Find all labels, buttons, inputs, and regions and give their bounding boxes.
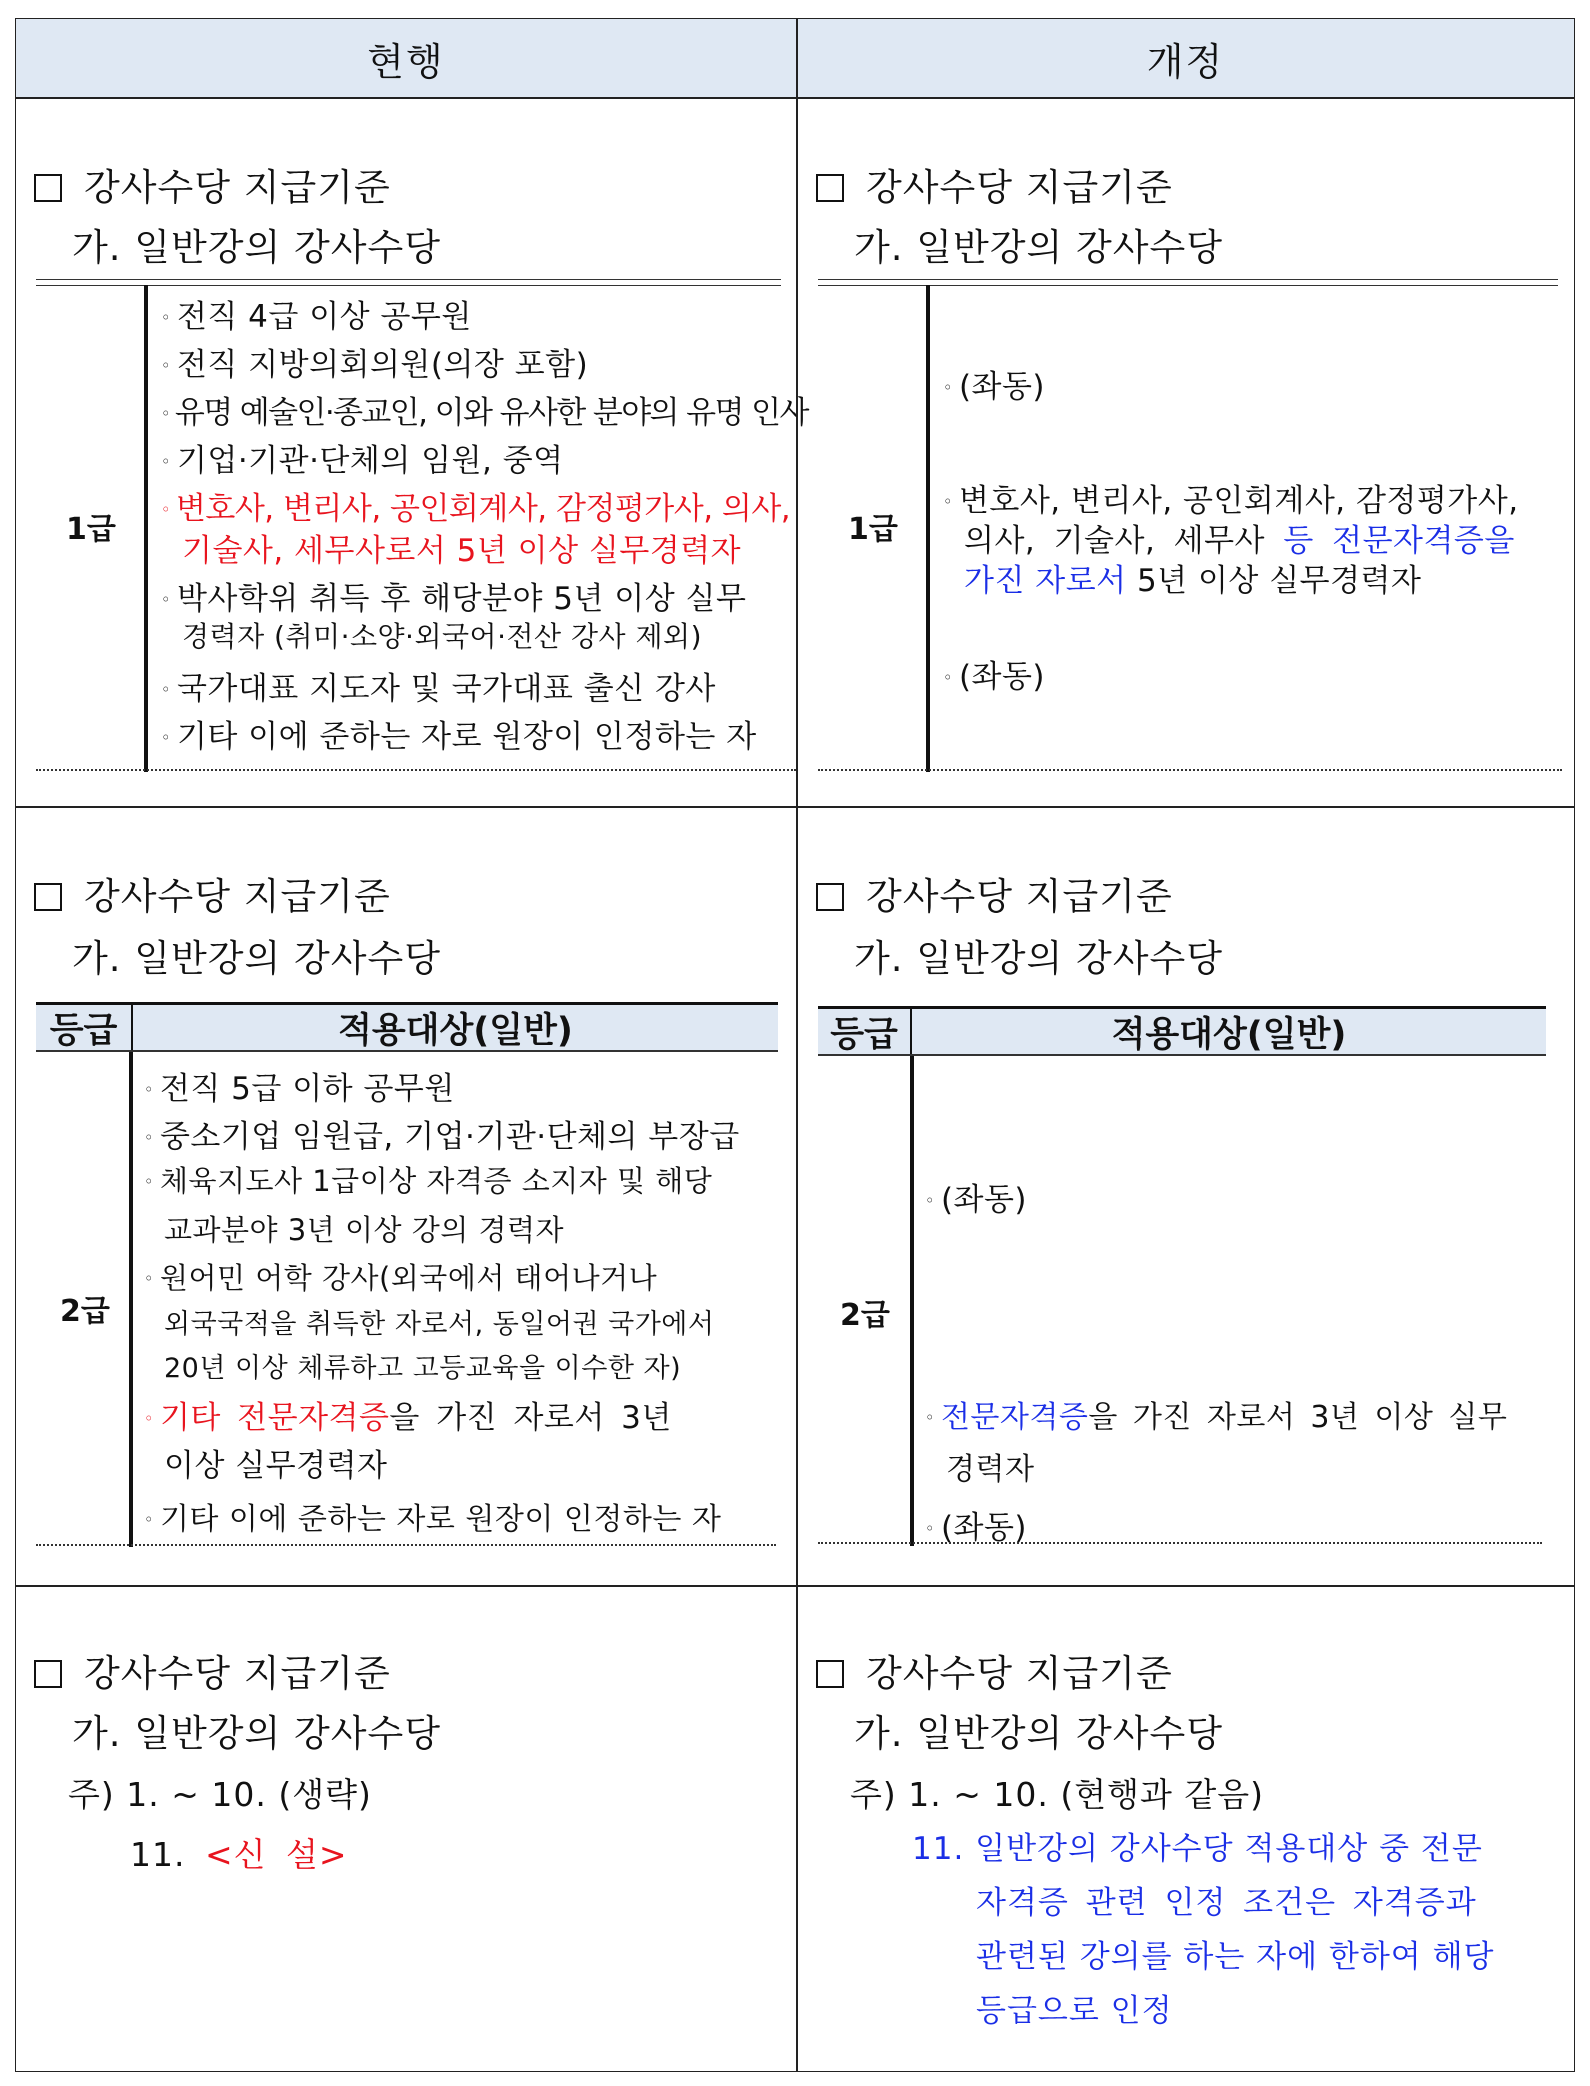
list-item: ◦ 체육지도사 1급이상 자격증 소지자 및 해당 bbox=[144, 1164, 713, 1198]
grade-label: 1급 bbox=[66, 512, 116, 547]
grade-divider bbox=[144, 285, 148, 772]
row3-revised-cell bbox=[798, 1587, 1574, 2071]
checkbox-square-icon bbox=[816, 1660, 844, 1688]
subsection-heading: 가. 일반강의 강사수당 bbox=[854, 937, 1223, 980]
list-item: ◦ 기타 전문자격증을 가진 자로서 3년 bbox=[144, 1400, 672, 1436]
footnote-item: 11. 일반강의 강사수당 적용대상 중 전문 bbox=[912, 1831, 1483, 1867]
list-item: ◦ 기타 이에 준하는 자로 원장이 인정하는 자 bbox=[144, 1502, 722, 1537]
footnote: 주) 1. ~ 10. (현행과 같음) bbox=[850, 1775, 1264, 1814]
list-item: ◦ 전직 지방의회의원(의장 포함) bbox=[161, 347, 589, 383]
list-item: ◦ 기타 이에 준하는 자로 원장이 인정하는 자 bbox=[161, 719, 757, 755]
list-item: ◦ 중소기업 임원급, 기업·기관·단체의 부장급 bbox=[144, 1119, 740, 1155]
list-item: ◦ 유명 예술인·종교인, 이와 유사한 분야의 유명 인사 bbox=[161, 395, 808, 431]
checkbox-square-icon bbox=[34, 174, 62, 202]
row2-revised-cell bbox=[798, 808, 1574, 1584]
header-revised: 개정 bbox=[797, 19, 1574, 97]
grade-divider bbox=[926, 285, 930, 772]
dotted-rule bbox=[818, 1542, 1542, 1544]
same-as-left: ◦ (좌동) bbox=[943, 659, 1046, 695]
table-header bbox=[36, 1002, 778, 1052]
footnote-item-cont: 등급으로 인정 bbox=[976, 1993, 1173, 2029]
subsection-heading: 가. 일반강의 강사수당 bbox=[854, 226, 1223, 269]
list-item-cont: 외국국적을 취득한 자로서, 동일어권 국가에서 bbox=[164, 1309, 715, 1340]
same-as-left: ◦ (좌동) bbox=[943, 369, 1046, 405]
dotted-rule bbox=[818, 769, 1562, 771]
grade-divider bbox=[129, 1052, 133, 1547]
checkbox-square-icon bbox=[34, 1660, 62, 1688]
list-item-cont: 교과분야 3년 이상 강의 경력자 bbox=[164, 1213, 564, 1247]
section-heading: 강사수당 지급기준 bbox=[816, 1643, 1173, 1697]
row3-current-cell bbox=[16, 1587, 796, 2071]
grade-label: 2급 bbox=[60, 1294, 110, 1329]
row1-current-cell bbox=[16, 99, 808, 805]
grade-label: 1급 bbox=[848, 512, 898, 547]
table-header bbox=[818, 1006, 1546, 1056]
comparison-table bbox=[15, 18, 1575, 2072]
list-item: ◦ 원어민 어학 강사(외국에서 태어나거나 bbox=[144, 1261, 658, 1295]
row2-current-cell bbox=[16, 808, 796, 1584]
footnote: 주) 1. ~ 10. (생략) bbox=[68, 1775, 372, 1814]
section-heading: 강사수당 지급기준 bbox=[34, 1643, 391, 1697]
section-heading: 강사수당 지급기준 bbox=[34, 157, 391, 211]
list-item-cont: 경력자 bbox=[946, 1452, 1035, 1487]
list-item: ◦ 전직 5급 이하 공무원 bbox=[144, 1071, 455, 1107]
row1-revised-cell bbox=[798, 99, 1574, 805]
subsection-heading: 가. 일반강의 강사수당 bbox=[72, 937, 441, 980]
subsection-heading: 가. 일반강의 강사수당 bbox=[72, 226, 441, 269]
list-item: ◦ 박사학위 취득 후 해당분야 5년 이상 실무 bbox=[161, 581, 747, 617]
header-current: 현행 bbox=[16, 19, 796, 97]
dotted-rule bbox=[36, 769, 796, 771]
section-heading: 강사수당 지급기준 bbox=[816, 866, 1173, 920]
th-grade: 등급 bbox=[49, 1010, 118, 1051]
grade-label: 2급 bbox=[840, 1298, 890, 1333]
subsection-heading: 가. 일반강의 강사수당 bbox=[72, 1712, 441, 1755]
th-target: 적용대상(일반) bbox=[1111, 1014, 1347, 1055]
list-item-cont: 경력자 (취미·소양·외국어·전산 강사 제외) bbox=[182, 620, 703, 653]
list-item: ◦ 기업·기관·단체의 임원, 중역 bbox=[161, 443, 564, 479]
section-heading: 강사수당 지급기준 bbox=[34, 866, 391, 920]
list-item: ◦ 변호사, 변리사, 공인회계사, 감정평가사, bbox=[943, 483, 1519, 519]
list-item: ◦ 전문자격증을 가진 자로서 3년 이상 실무 bbox=[925, 1400, 1508, 1435]
footnote-item: 11. <신 설> bbox=[130, 1835, 348, 1874]
section-heading: 강사수당 지급기준 bbox=[816, 157, 1173, 211]
dotted-rule bbox=[36, 1544, 776, 1546]
footnote-item-cont: 관련된 강의를 하는 자에 한하여 해당 bbox=[976, 1939, 1495, 1975]
list-item: ◦ 국가대표 지도자 및 국가대표 출신 강사 bbox=[161, 671, 716, 707]
list-item: ◦ 전직 4급 이상 공무원 bbox=[161, 299, 472, 335]
list-item-highlighted: ◦ 변호사, 변리사, 공인회계사, 감정평가사, 의사, bbox=[161, 491, 791, 527]
list-item-cont: 가진 자로서 5년 이상 실무경력자 bbox=[964, 563, 1422, 599]
list-item-cont: 20년 이상 체류하고 고등교육을 이수한 자) bbox=[164, 1353, 682, 1384]
list-item-cont: 의사, 기술사, 세무사 등 전문자격증을 bbox=[964, 523, 1515, 559]
list-item-highlighted-cont: 기술사, 세무사로서 5년 이상 실무경력자 bbox=[182, 533, 742, 569]
checkbox-square-icon bbox=[816, 174, 844, 202]
footnote-item-cont: 자격증 관련 인정 조건은 자격증과 bbox=[976, 1885, 1477, 1921]
same-as-left: ◦ (좌동) bbox=[925, 1182, 1028, 1218]
th-target: 적용대상(일반) bbox=[338, 1010, 573, 1051]
th-grade: 등급 bbox=[830, 1014, 898, 1055]
same-as-left: ◦ (좌동) bbox=[925, 1510, 1028, 1546]
checkbox-square-icon bbox=[34, 883, 62, 911]
subsection-heading: 가. 일반강의 강사수당 bbox=[854, 1712, 1223, 1755]
list-item-cont: 이상 실무경력자 bbox=[164, 1448, 388, 1484]
grade-divider bbox=[910, 1056, 914, 1546]
checkbox-square-icon bbox=[816, 883, 844, 911]
